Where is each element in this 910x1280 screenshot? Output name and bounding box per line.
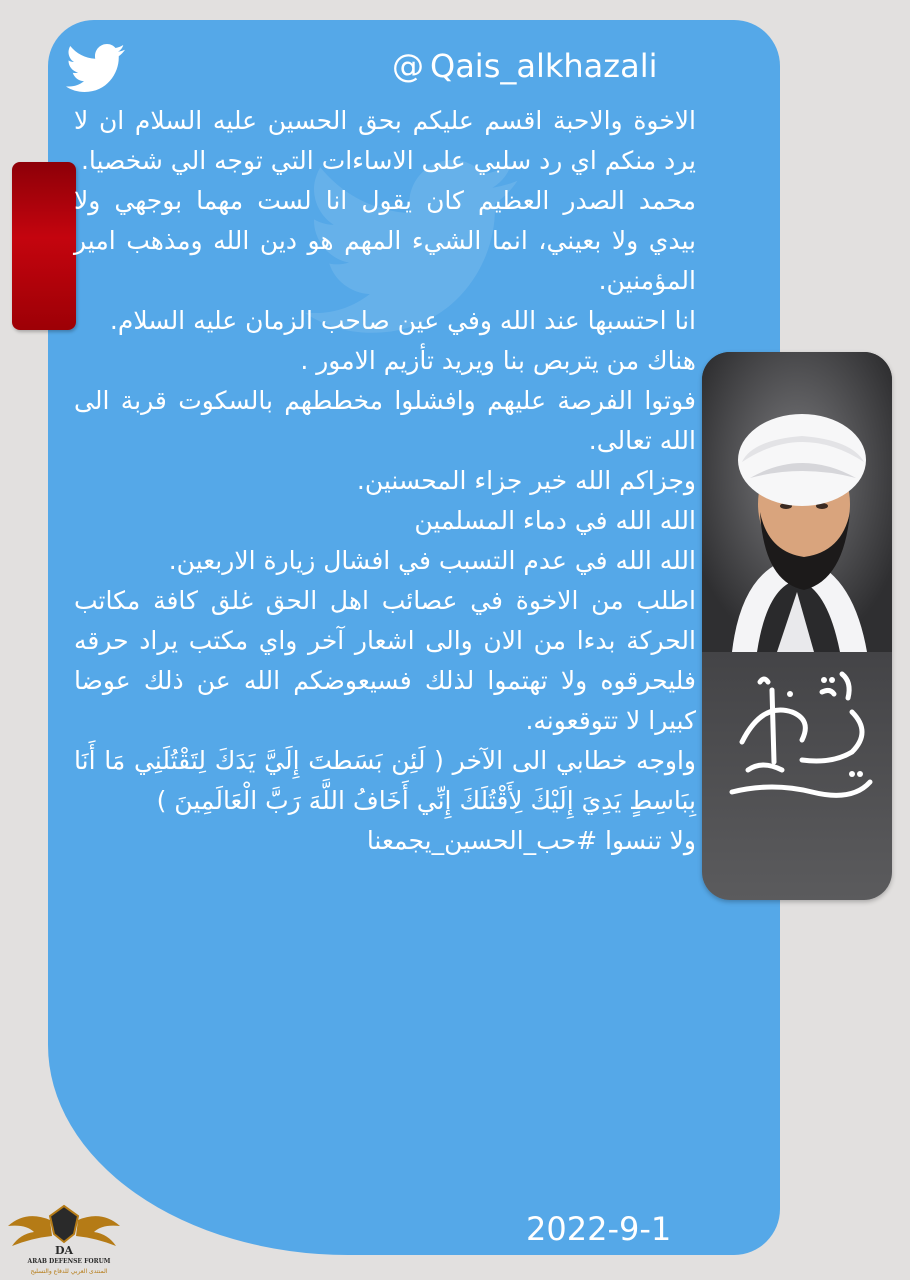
paragraph: الاخوة والاحبة اقسم عليكم بحق الحسين عليه السلام ان لا يرد منكم اي رد سلبي على الاساءات التي توجه الي شخصيا. bbox=[74, 106, 696, 175]
portrait-image bbox=[702, 352, 892, 652]
paragraph: هناك من يتربص بنا ويريد تأزيم الامور . bbox=[300, 346, 696, 375]
hashtag-line: ولا تنسوا #حب_الحسين_يجمعنا bbox=[366, 826, 696, 855]
at-symbol: @ bbox=[392, 47, 424, 85]
logo-mark: DA bbox=[54, 1244, 74, 1257]
paragraph: فوتوا الفرصة عليهم وافشلوا مخططهم بالسكوت قربة الى الله تعالى. bbox=[74, 386, 696, 455]
post-date: 2022-9-1 bbox=[526, 1210, 672, 1248]
paragraph: اطلب من الاخوة في عصائب اهل الحق غلق كافة مكاتب الحركة بدءا من الان والى اشعار آخر واي مكتب يراد حرقه فليحرقوه ولا تهتموا لذلك فسيعوضكم الله عن ذلك عوضا كبيرا لا تتوقعونه. bbox=[74, 586, 696, 735]
handle-text: Qais_alkhazali bbox=[430, 47, 658, 85]
twitter-bird-icon bbox=[66, 44, 126, 94]
paragraph: محمد الصدر العظيم كان يقول انا لست مهما بوجهي ولا بيدي ولا بعيني، انما الشيء المهم هو دين الله ومذهب امير المؤمنين. bbox=[74, 186, 696, 295]
paragraph: وجزاكم الله خير جزاء المحسنين. bbox=[356, 466, 696, 495]
paragraph: الله الله في عدم التسبب في افشال زيارة الاربعين. bbox=[168, 546, 696, 575]
paragraph: واوجه خطابي الى الآخر ( لَئِن بَسَطتَ إِلَيَّ يَدَكَ لِتَقْتُلَنِي مَا أَنَا بِبَاسِطٍ يَدِيَ إِلَيْكَ لِأَقْتُلَكَ إِنِّي أَخَافُ اللَّهَ رَبَّ الْعَالَمِينَ ) bbox=[74, 746, 696, 815]
statement-text bbox=[74, 101, 696, 861]
twitter-handle[interactable] bbox=[392, 44, 692, 88]
calligraphy-logo bbox=[702, 642, 892, 832]
name-calligraphy-icon bbox=[702, 642, 892, 832]
paragraph: الله الله في دماء المسلمين bbox=[414, 506, 696, 535]
logo-title: ARAB DEFENSE FORUM bbox=[27, 1258, 111, 1265]
red-side-tab bbox=[12, 162, 76, 330]
paragraph: انا احتسبها عند الله وفي عين صاحب الزمان عليه السلام. bbox=[109, 306, 696, 335]
logo-subtitle: المنتدى العربي للدفاع والتسليح bbox=[30, 1268, 108, 1275]
portrait-card bbox=[702, 352, 892, 900]
